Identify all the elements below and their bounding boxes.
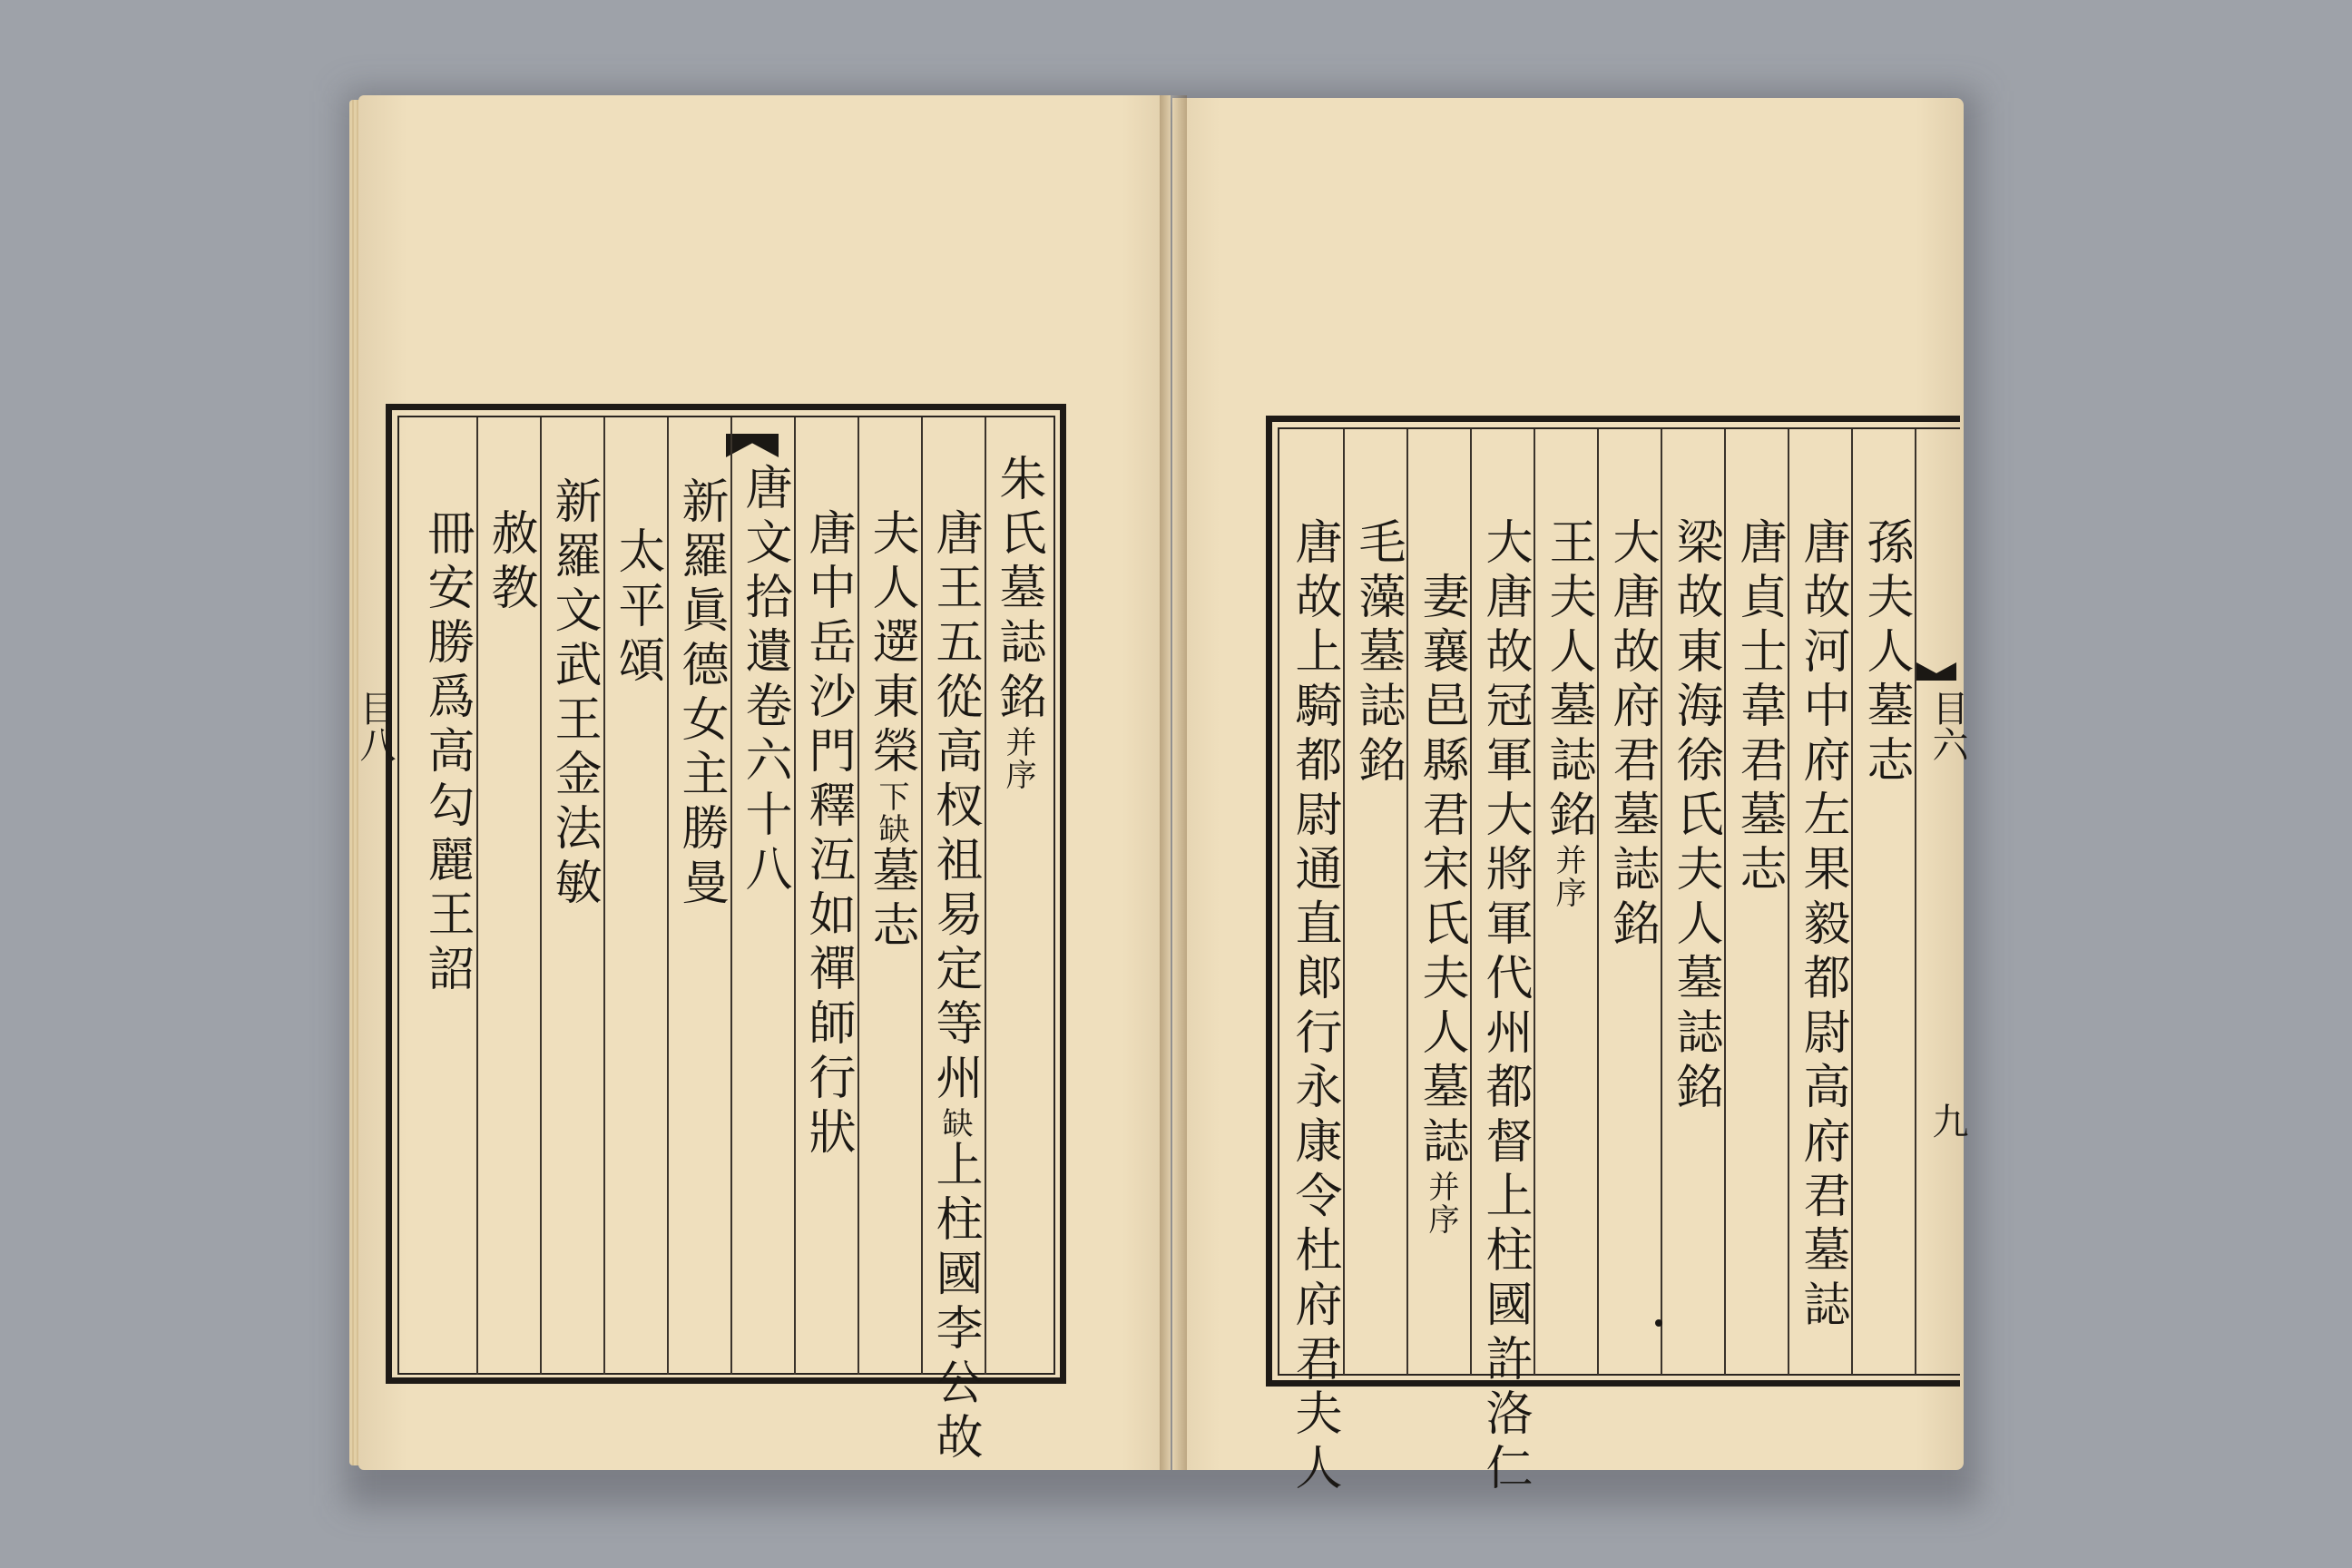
toc-entry: 朱氏墓誌銘并序 xyxy=(991,454,1045,791)
column-rule xyxy=(1597,429,1599,1375)
toc-entry: 唐貞士韋君墓志 xyxy=(1731,517,1786,898)
volume-heading: 唐文拾遺卷六十八 xyxy=(737,463,791,898)
book-gutter xyxy=(1160,95,1187,1470)
toc-entry: 唐故上騎都尉通直郞行永康令杜府君夫人 xyxy=(1287,517,1341,1497)
column-rule xyxy=(858,417,859,1375)
column-rule xyxy=(1788,429,1789,1375)
toc-entry: 唐王五從高杈祖易定等州缺上柱國李公故 xyxy=(927,508,982,1466)
toc-entry: 大唐故冠軍大將軍代州都督上柱國許洛仁 xyxy=(1477,517,1532,1497)
toc-entry: 赦教 xyxy=(483,508,537,617)
toc-entry: 夫人遻東榮下缺墓志 xyxy=(864,508,918,955)
column-rule xyxy=(603,417,605,1375)
toc-entry: 唐故河中府左果毅都尉高府君墓誌 xyxy=(1795,517,1849,1334)
column-rule xyxy=(667,417,669,1375)
fold-margin-label: 目六 xyxy=(1926,690,1968,762)
toc-entry: 冊安勝爲高勾麗王詔 xyxy=(419,508,474,998)
toc-entry: 大唐故府君墓誌銘 xyxy=(1604,517,1659,953)
column-rule xyxy=(985,417,986,1375)
toc-entry: 太平頌 xyxy=(610,526,664,690)
author-entry: 新羅眞德女主勝曼 xyxy=(673,476,728,912)
toc-entry: 唐中岳沙門釋沍如禪師行狀 xyxy=(800,508,855,1161)
column-rule xyxy=(476,417,478,1375)
column-rule xyxy=(1470,429,1472,1375)
column-rule xyxy=(794,417,796,1375)
page-number: 九 xyxy=(1926,1102,1968,1139)
column-rule xyxy=(1406,429,1408,1375)
toc-entry: 孫夫人墓志 xyxy=(1858,517,1913,789)
column-rule xyxy=(730,417,732,1375)
column-rule xyxy=(1915,429,1916,1375)
column-rule xyxy=(540,417,542,1375)
toc-entry: 梁故東海徐氏夫人墓誌銘 xyxy=(1668,517,1722,1116)
ink-dot xyxy=(1655,1319,1662,1327)
toc-entry: 妻襄邑縣君宋氏夫人墓誌并序 xyxy=(1414,572,1468,1236)
column-rule xyxy=(1724,429,1726,1375)
column-rule xyxy=(1851,429,1853,1375)
column-rule xyxy=(1534,429,1535,1375)
column-rule xyxy=(1661,429,1662,1375)
author-entry: 新羅文武王金法敏 xyxy=(546,476,601,912)
fold-margin-label: 目八 xyxy=(354,690,396,762)
column-rule xyxy=(1343,429,1345,1375)
column-rule xyxy=(921,417,923,1375)
toc-entry: 王夫人墓誌銘并序 xyxy=(1541,517,1595,909)
toc-entry: 毛藻墓誌銘 xyxy=(1350,517,1405,789)
